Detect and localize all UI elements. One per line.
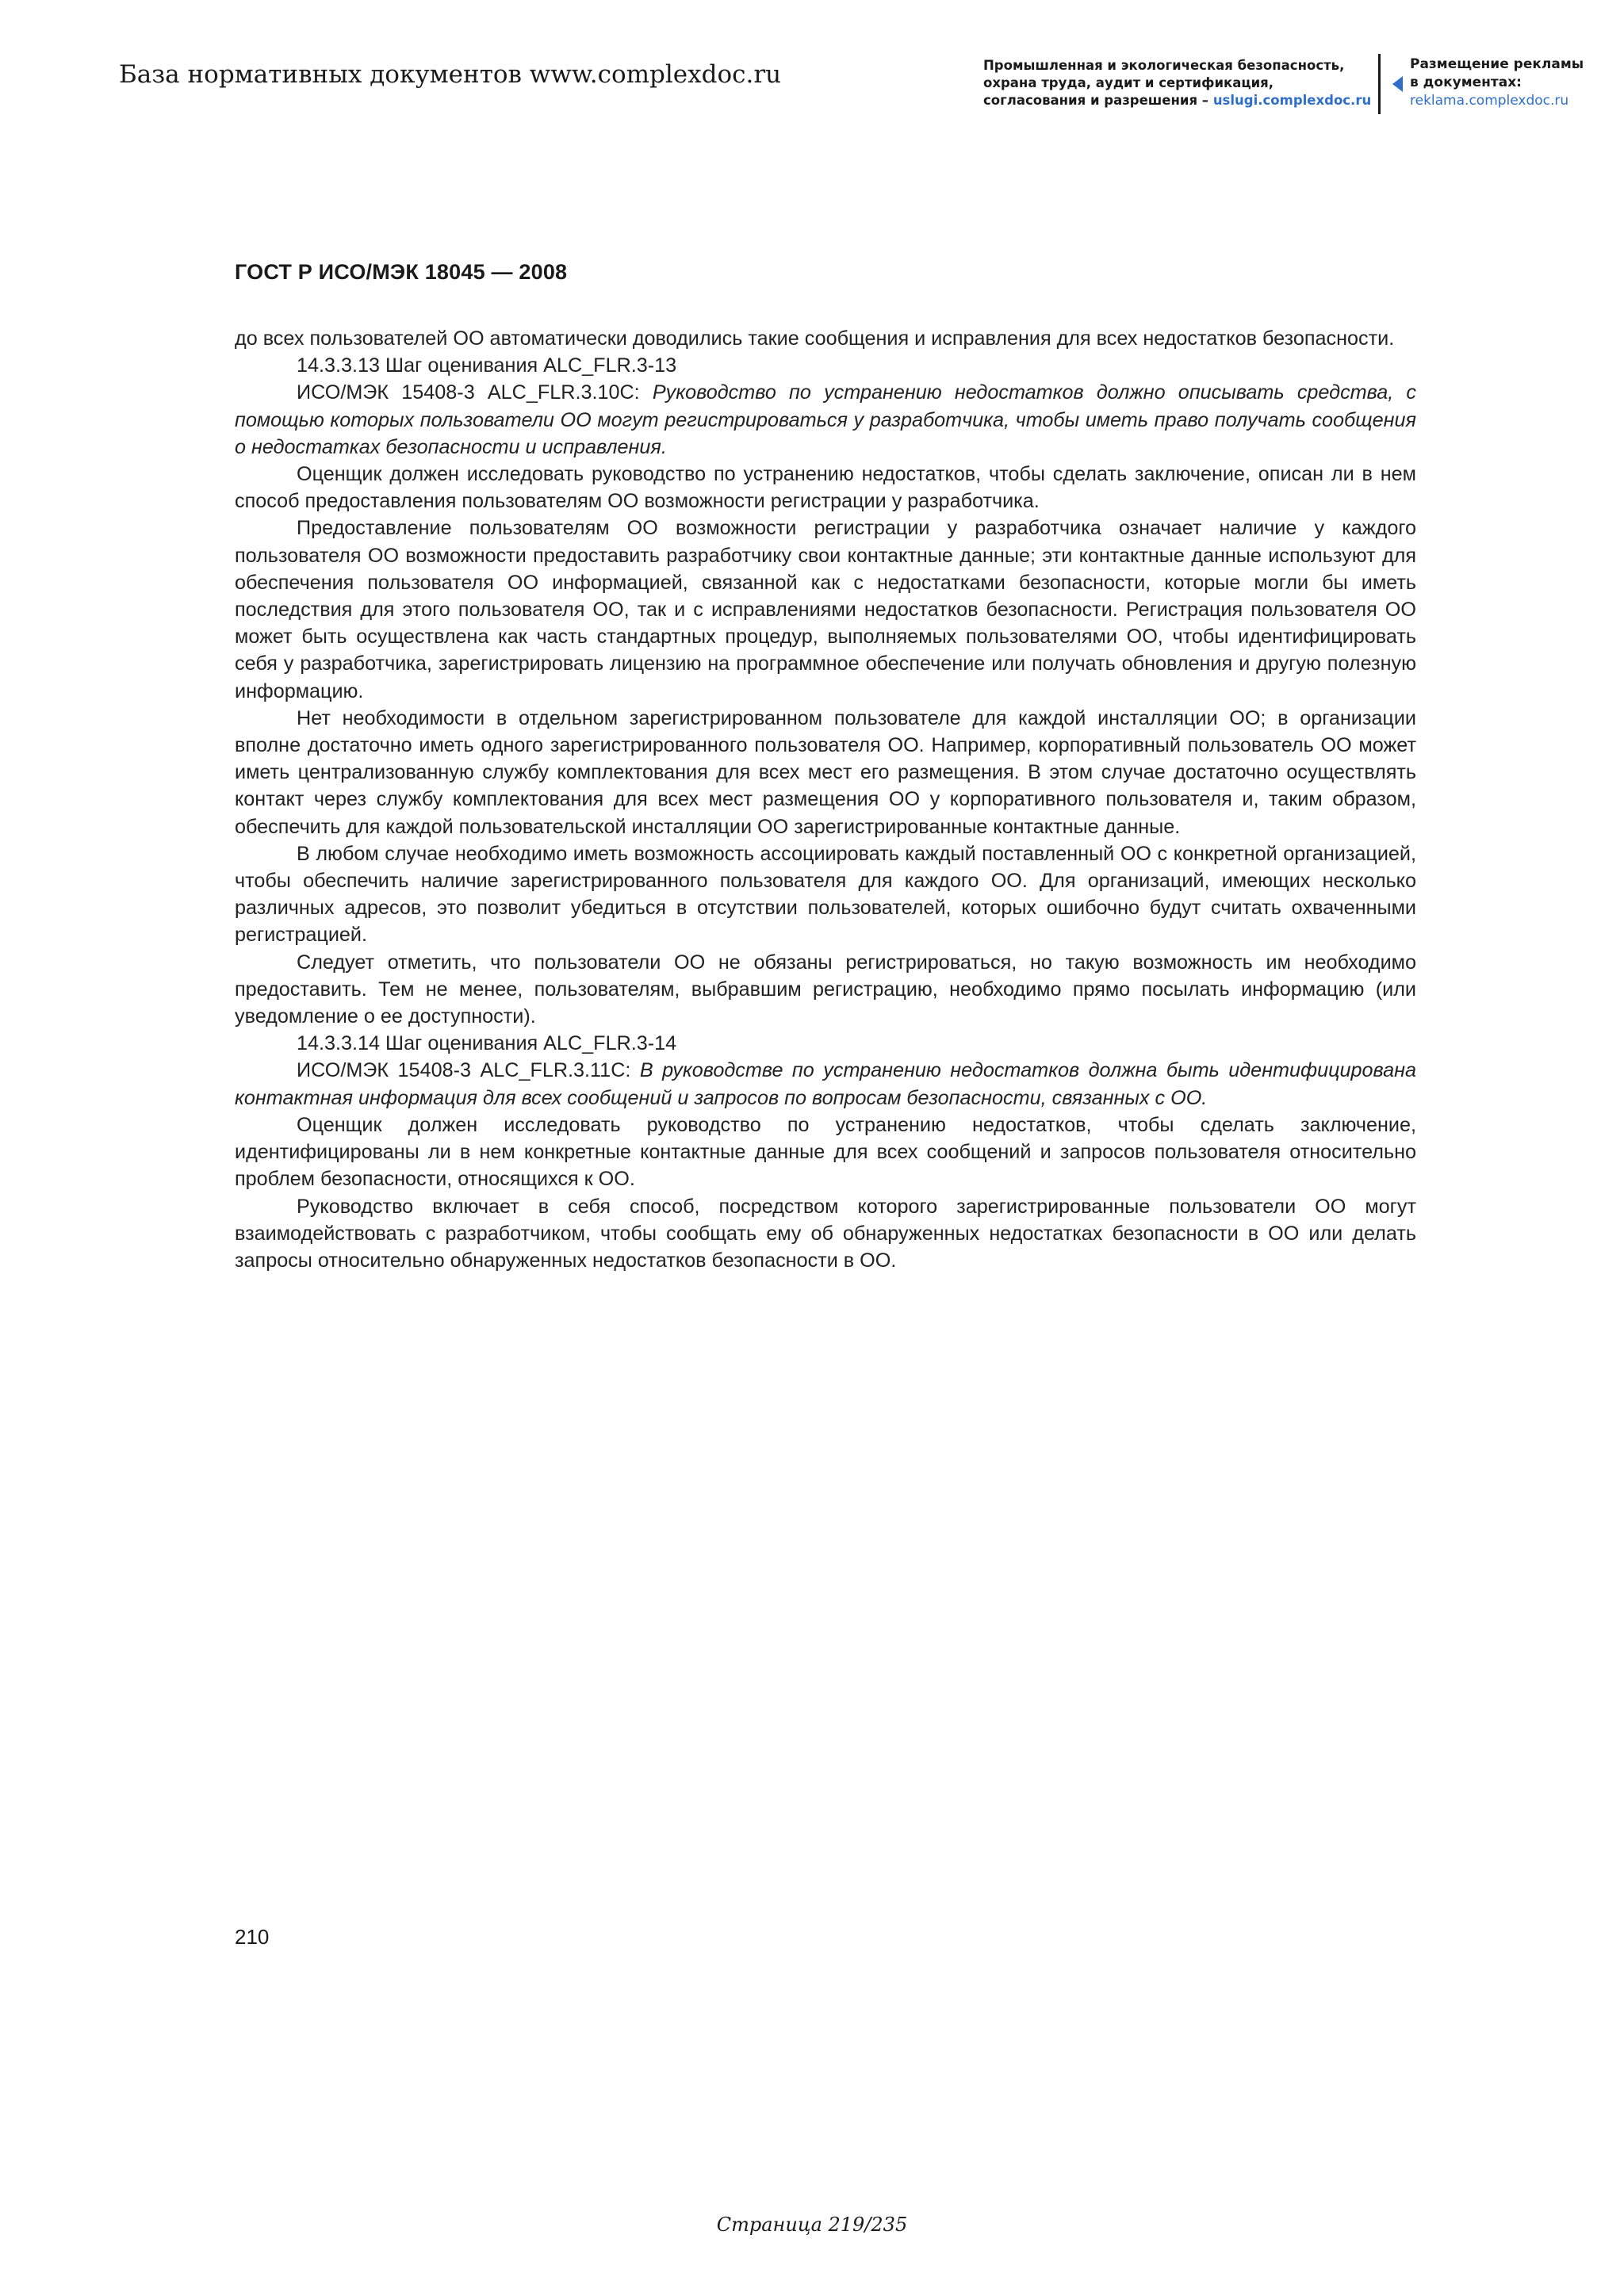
- paragraph-4: Оценщик должен исследовать руководство по устранению недостатков, чтобы сделать заключение, описан ли в нем способ предоставления пользователям ОО возможности регистрации у разработчика.: [235, 463, 1416, 513]
- requirement-11c-ref: ИСО/МЭК 15408-3 ALC_FLR.3.11C:: [297, 1059, 640, 1082]
- paragraph-step-14: 14.3.3.14 Шаг оценивания ALC_FLR.3-14: [297, 1032, 677, 1055]
- page-number: 210: [235, 1925, 270, 1949]
- paragraph-8: Следует отметить, что пользователи ОО не обязаны регистрироваться, но такую возможность им необходимо предоставить. Тем не менее, пользователям, выбравшим регистрацию, необходимо прямо посылать информацию (или уведомление о ее доступности).: [235, 951, 1416, 1028]
- left-arrow-icon: [1392, 76, 1403, 92]
- promo-services-line-3-text: согласования и разрешения –: [983, 93, 1213, 108]
- promo-services-line-3: [983, 92, 1380, 109]
- promo-ads-line-1: Размещение рекламы: [1410, 56, 1584, 72]
- requirement-10c-text: Руководство по устранению недостатков должно описывать средства, с помощью которых пользователи ОО могут регистрироваться у разработчика, чтобы иметь право получать сообщения о недостатках безопасности и исправления.: [235, 381, 1417, 458]
- uslugi-link[interactable]: uslugi.complexdoc.ru: [1212, 93, 1372, 108]
- paragraph-7: В любом случае необходимо иметь возможность ассоциировать каждый поставленный ОО с конкретной организацией, чтобы обеспечить наличие зарегистрированного пользователя для каждого ОО. Для организаций, имеющих несколько различных адресов, это позволит убедиться в отсутствии пользователей, которых ошибочно будут считать охваченными регистрацией.: [235, 842, 1416, 947]
- paragraph-step-13: 14.3.3.13 Шаг оценивания ALC_FLR.3-13: [297, 354, 677, 377]
- promo-ads-line-2: в документах:: [1410, 75, 1522, 90]
- promo-divider: [1378, 54, 1381, 114]
- document-header: ГОСТ Р ИСО/МЭК 18045 — 2008: [235, 260, 568, 284]
- requirement-11c-text: В руководстве по устранению недостатков должна быть идентифицирована контактная информация для всех сообщений и запросов по вопросам безопасности, связанных с ОО.: [235, 1059, 1416, 1109]
- document-body: [235, 325, 1416, 1274]
- paragraph-6: Нет необходимости в отдельном зарегистрированном пользователе для каждой инсталляции ОО; в организации вполне достаточно иметь одного зарегистрированного пользователя ОО. Например, корпоративный пользователь ОО может иметь централизованную службу комплектования для всех мест его размещения. В этом случае достаточно осуществлять контакт через службу комплектования для всех мест размещения ОО у корпоративного пользователя и, таким образом, обеспечить для каждой пользовательской инсталляции ОО зарегистрированные контактные данные.: [235, 706, 1416, 838]
- site-title: База нормативных документов www.complexdoc.ru: [119, 60, 782, 89]
- paragraph-11: Оценщик должен исследовать руководство по устранению недостатков, чтобы сделать заключение, идентифицированы ли в нем конкретные контактные данные для всех сообщений и запросов пользователя относительно проблем безопасности, относящихся к ОО.: [235, 1113, 1416, 1191]
- reklama-link[interactable]: reklama.complexdoc.ru: [1410, 93, 1569, 109]
- paragraph-1: до всех пользователей ОО автоматически доводились такие сообщения и исправления для всех недостатков безопасности.: [235, 327, 1395, 350]
- promo-ads-block: [1410, 55, 1616, 110]
- requirement-10c-ref: ИСО/МЭК 15408-3 ALC_FLR.3.10C:: [297, 381, 653, 404]
- paragraph-12: Руководство включает в себя способ, посредством которого зарегистрированные пользователи ОО могут взаимодействовать с разработчиком, чтобы сообщать ему об обнаруженных недостатках безопасности в ОО или делать запросы относительно обнаруженных недостатков безопасности в ОО.: [235, 1195, 1416, 1272]
- promo-services-block: [983, 57, 1380, 109]
- paragraph-requirement-10c: [235, 379, 1416, 461]
- page-footer: Страница 219/235: [716, 2214, 908, 2236]
- promo-services-line-1: Промышленная и экологическая безопасность,: [983, 58, 1345, 73]
- paragraph-requirement-11c: [235, 1057, 1416, 1111]
- promo-services-line-2: охрана труда, аудит и сертификация,: [983, 75, 1274, 90]
- paragraph-5: Предоставление пользователям ОО возможности регистрации у разработчика означает наличие у каждого пользователя ОО возможности предоставить разработчику свои контактные данные; эти контактные данные используют для обеспечения пользователя ОО информацией, связанной как с недостатками безопасности, которые могли бы иметь последствия для этого пользователя ОО, так и с исправлениями недостатков безопасности. Регистрация пользователя ОО может быть осуществлена как часть стандартных процедур, выполняемых пользователями ОО, чтобы идентифицировать себя у разработчика, зарегистрировать лицензию на программное обеспечение или получать обновления и другую полезную информацию.: [235, 517, 1416, 702]
